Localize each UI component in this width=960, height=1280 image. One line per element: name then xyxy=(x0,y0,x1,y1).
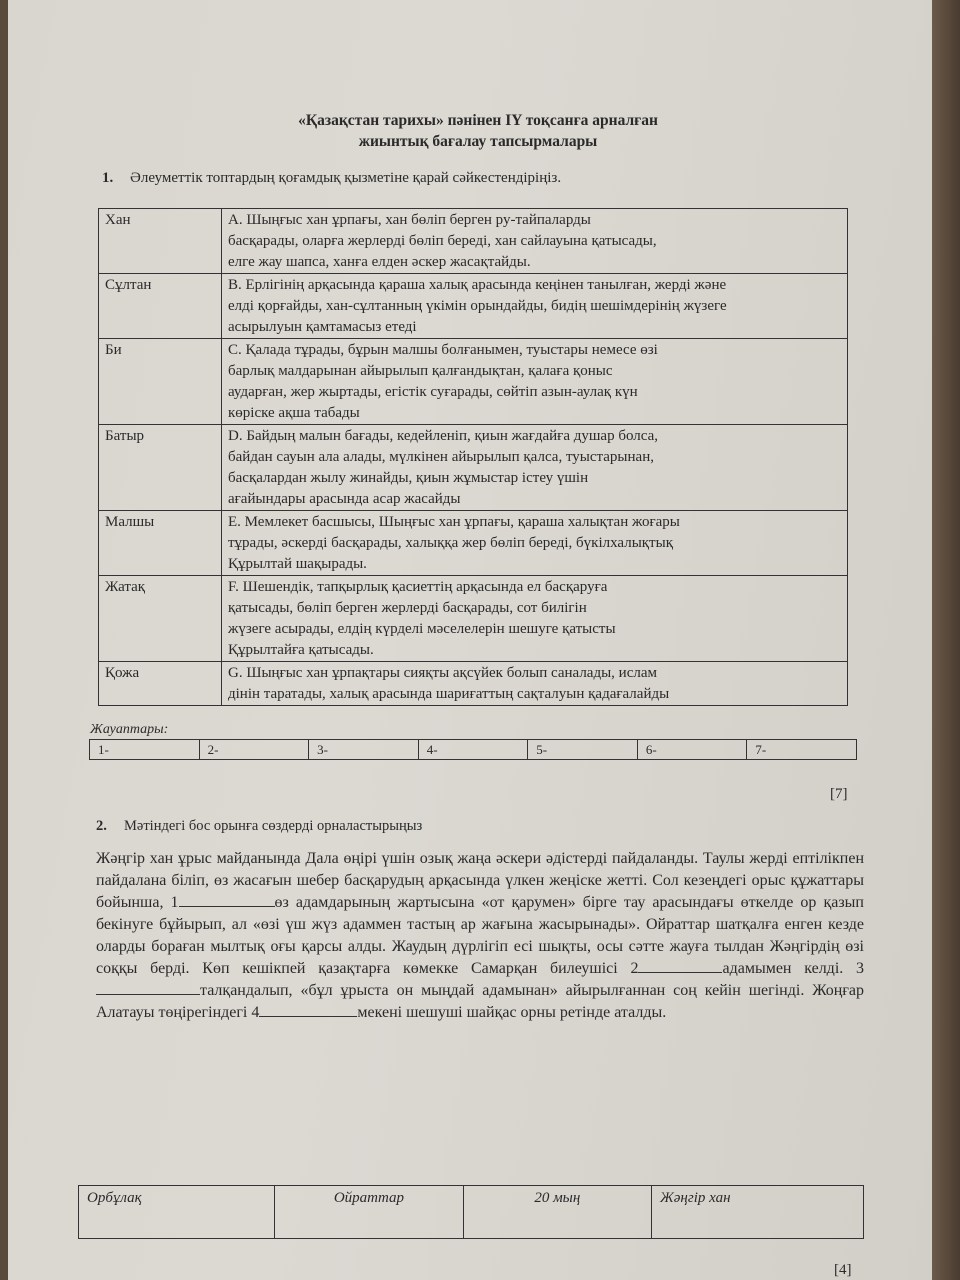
description-line: басқалардан жылу жинайды, қиын жұмыстар істеу үшін xyxy=(228,470,589,486)
word-bank-row xyxy=(79,1186,864,1239)
text-segment: өз адамдарының жартысына «от қарумен» бірге тау арасындағы өткелде ор қазып бекінуге бұйырып, ал «өзі үш жүз адаммен тастың ар жағына жасырынады». Ойраттар шатқалға енген кезде оларды бораған мылтық оғы қарсы алды. Жаудың дүрлігіп есі шықты, осы сәтте жауға тылдан Жәңгірдің өзі соққы берді. Көп кешікпей қазақтарға көмекке Самарқан билеушісі 2 xyxy=(96,894,864,977)
description-cell xyxy=(222,662,848,706)
term-cell: Малшы xyxy=(99,511,222,576)
answer-cell[interactable]: 5- xyxy=(528,740,638,760)
answer-cell[interactable]: 7- xyxy=(747,740,857,760)
term-cell: Сұлтан xyxy=(99,274,222,339)
answer-cell[interactable]: 4- xyxy=(418,740,528,760)
description-line: ағайындары арасында асар жасайды xyxy=(228,491,461,507)
description-cell xyxy=(222,576,848,662)
description-line: тұрады, әскерді басқарады, халыққа жер бөліп береді, бүкілхалықтық xyxy=(228,535,673,551)
matching-table xyxy=(98,208,848,706)
description-line: D. Байдың малын бағады, кедейленіп, қиын жағдайға душар болса, xyxy=(228,428,658,444)
description-line: жүзеге асырады, елдің күрделі мәселелерін шешуге қатысты xyxy=(228,621,616,637)
page-title xyxy=(158,110,798,152)
text-segment: мекені шешуші шайқас орны ретінде аталды. xyxy=(357,1004,667,1021)
task2-paragraph xyxy=(96,848,864,1024)
description-line: A. Шыңғыс хан ұрпағы, хан бөліп берген ру-тайпаларды xyxy=(228,212,591,228)
description-cell xyxy=(222,425,848,511)
description-line: елге жау шапса, ханға елден әскер жасақтайды. xyxy=(228,254,531,270)
blank-1[interactable] xyxy=(179,892,275,907)
task1-number: 1. xyxy=(102,170,114,186)
description-line: G. Шыңғыс хан ұрпақтары сияқты ақсүйек болып саналады, ислам xyxy=(228,665,657,681)
term-cell: Қожа xyxy=(99,662,222,706)
word-cell: Орбұлақ xyxy=(79,1186,275,1239)
description-cell xyxy=(222,339,848,425)
word-cell: Ойраттар xyxy=(275,1186,463,1239)
task2-score: [4] xyxy=(834,1262,852,1278)
answers-table xyxy=(89,739,857,760)
table-row xyxy=(99,662,848,706)
description-line: F. Шешендік, тапқырлық қасиеттің арқасында ел басқаруға xyxy=(228,579,608,595)
description-line: E. Мемлекет басшысы, Шыңғыс хан ұрпағы, қараша халықтан жоғары xyxy=(228,514,680,530)
table-row xyxy=(99,576,848,662)
word-cell: 20 мың xyxy=(463,1186,651,1239)
word-bank-table xyxy=(78,1185,864,1239)
description-line: асырылуын қамтамасыз етеді xyxy=(228,319,417,335)
blank-2[interactable] xyxy=(638,958,722,973)
blank-3[interactable] xyxy=(96,980,200,995)
answer-cell[interactable]: 1- xyxy=(90,740,200,760)
description-line: елді қорғайды, хан-сұлтанның үкімін орындайды, бидің шешімдерінің жүзеге xyxy=(228,298,727,314)
answers-row xyxy=(90,740,857,760)
answer-cell[interactable]: 6- xyxy=(637,740,747,760)
term-cell: Би xyxy=(99,339,222,425)
task2-number: 2. xyxy=(96,818,107,834)
description-cell xyxy=(222,511,848,576)
table-row xyxy=(99,425,848,511)
task1-score: [7] xyxy=(830,786,848,802)
description-line: аударған, жер жыртады, егістік суғарады, сөйтіп азын-аулақ күн xyxy=(228,384,638,400)
text-segment: талқандалып, «бұл ұрыста он мыңдай адамынан» айырылғаннан соң кейін шегінді. Жоңғар Алатауы төңірегіндегі 4 xyxy=(96,982,864,1021)
description-line: Құрылтай шақырады. xyxy=(228,556,367,572)
term-cell: Батыр xyxy=(99,425,222,511)
answer-cell[interactable]: 3- xyxy=(309,740,419,760)
description-cell xyxy=(222,209,848,274)
task1-instruction: Әлеуметтік топтардың қоғамдық қызметіне қарай сәйкестендіріңіз. xyxy=(130,170,562,186)
description-line: дінін таратады, халық арасында шариғаттың сақталуын қадағалайды xyxy=(228,686,670,702)
table-row xyxy=(99,209,848,274)
task2-instruction: Мәтіндегі бос орынға сөздерді орналастырыңыз xyxy=(124,818,423,834)
term-cell: Хан xyxy=(99,209,222,274)
table-row xyxy=(99,274,848,339)
description-line: байдан сауын ала алады, мүлкінен айырылып қалса, туыстарынан, xyxy=(228,449,654,465)
task2-heading xyxy=(96,818,422,835)
blank-4[interactable] xyxy=(259,1002,357,1017)
description-line: көріске ақша табады xyxy=(228,405,360,421)
table-row xyxy=(99,511,848,576)
description-line: C. Қалада тұрады, бұрын малшы болғанымен, туыстары немесе өзі xyxy=(228,342,658,358)
description-line: барлық малдарынан айырылып қалғандықтан, қалаға қоныс xyxy=(228,363,613,379)
table-row xyxy=(99,339,848,425)
task1-heading xyxy=(102,170,561,187)
answer-cell[interactable]: 2- xyxy=(199,740,309,760)
description-line: Құрылтайға қатысады. xyxy=(228,642,374,658)
term-cell: Жатақ xyxy=(99,576,222,662)
description-line: қатысады, бөліп берген жерлерді басқарады, сот билігін xyxy=(228,600,587,616)
title-line-1: «Қазақстан тарихы» пәнінен IY тоқсанға арналған xyxy=(298,112,658,129)
text-segment: адамымен келді. 3 xyxy=(722,960,864,977)
description-line: басқарады, оларға жерлерді бөліп береді, хан сайлауына қатысады, xyxy=(228,233,657,249)
description-line: B. Ерлігінің арқасында қараша халық арасында кеңінен танылған, жерді және xyxy=(228,277,727,293)
answers-label: Жауаптары: xyxy=(90,722,169,737)
title-line-2: жиынтық бағалау тапсырмалары xyxy=(358,133,598,150)
word-cell: Жәңгір хан xyxy=(652,1186,864,1239)
background-edge xyxy=(932,0,960,1280)
document-page xyxy=(8,0,932,1280)
description-cell xyxy=(222,274,848,339)
text-segment: Жәңгір хан ұрыс майданында Дала өңірі үшін озық жаңа әскери әдістерді пайдаланды. Таулы жерді ептілікпен пайдалана біліп, өз жасағын шебер басқарудың арқасында үлкен жеңіске жетті. Сол кезеңдегі орыс құжаттары бойынша, 1 xyxy=(96,850,864,911)
